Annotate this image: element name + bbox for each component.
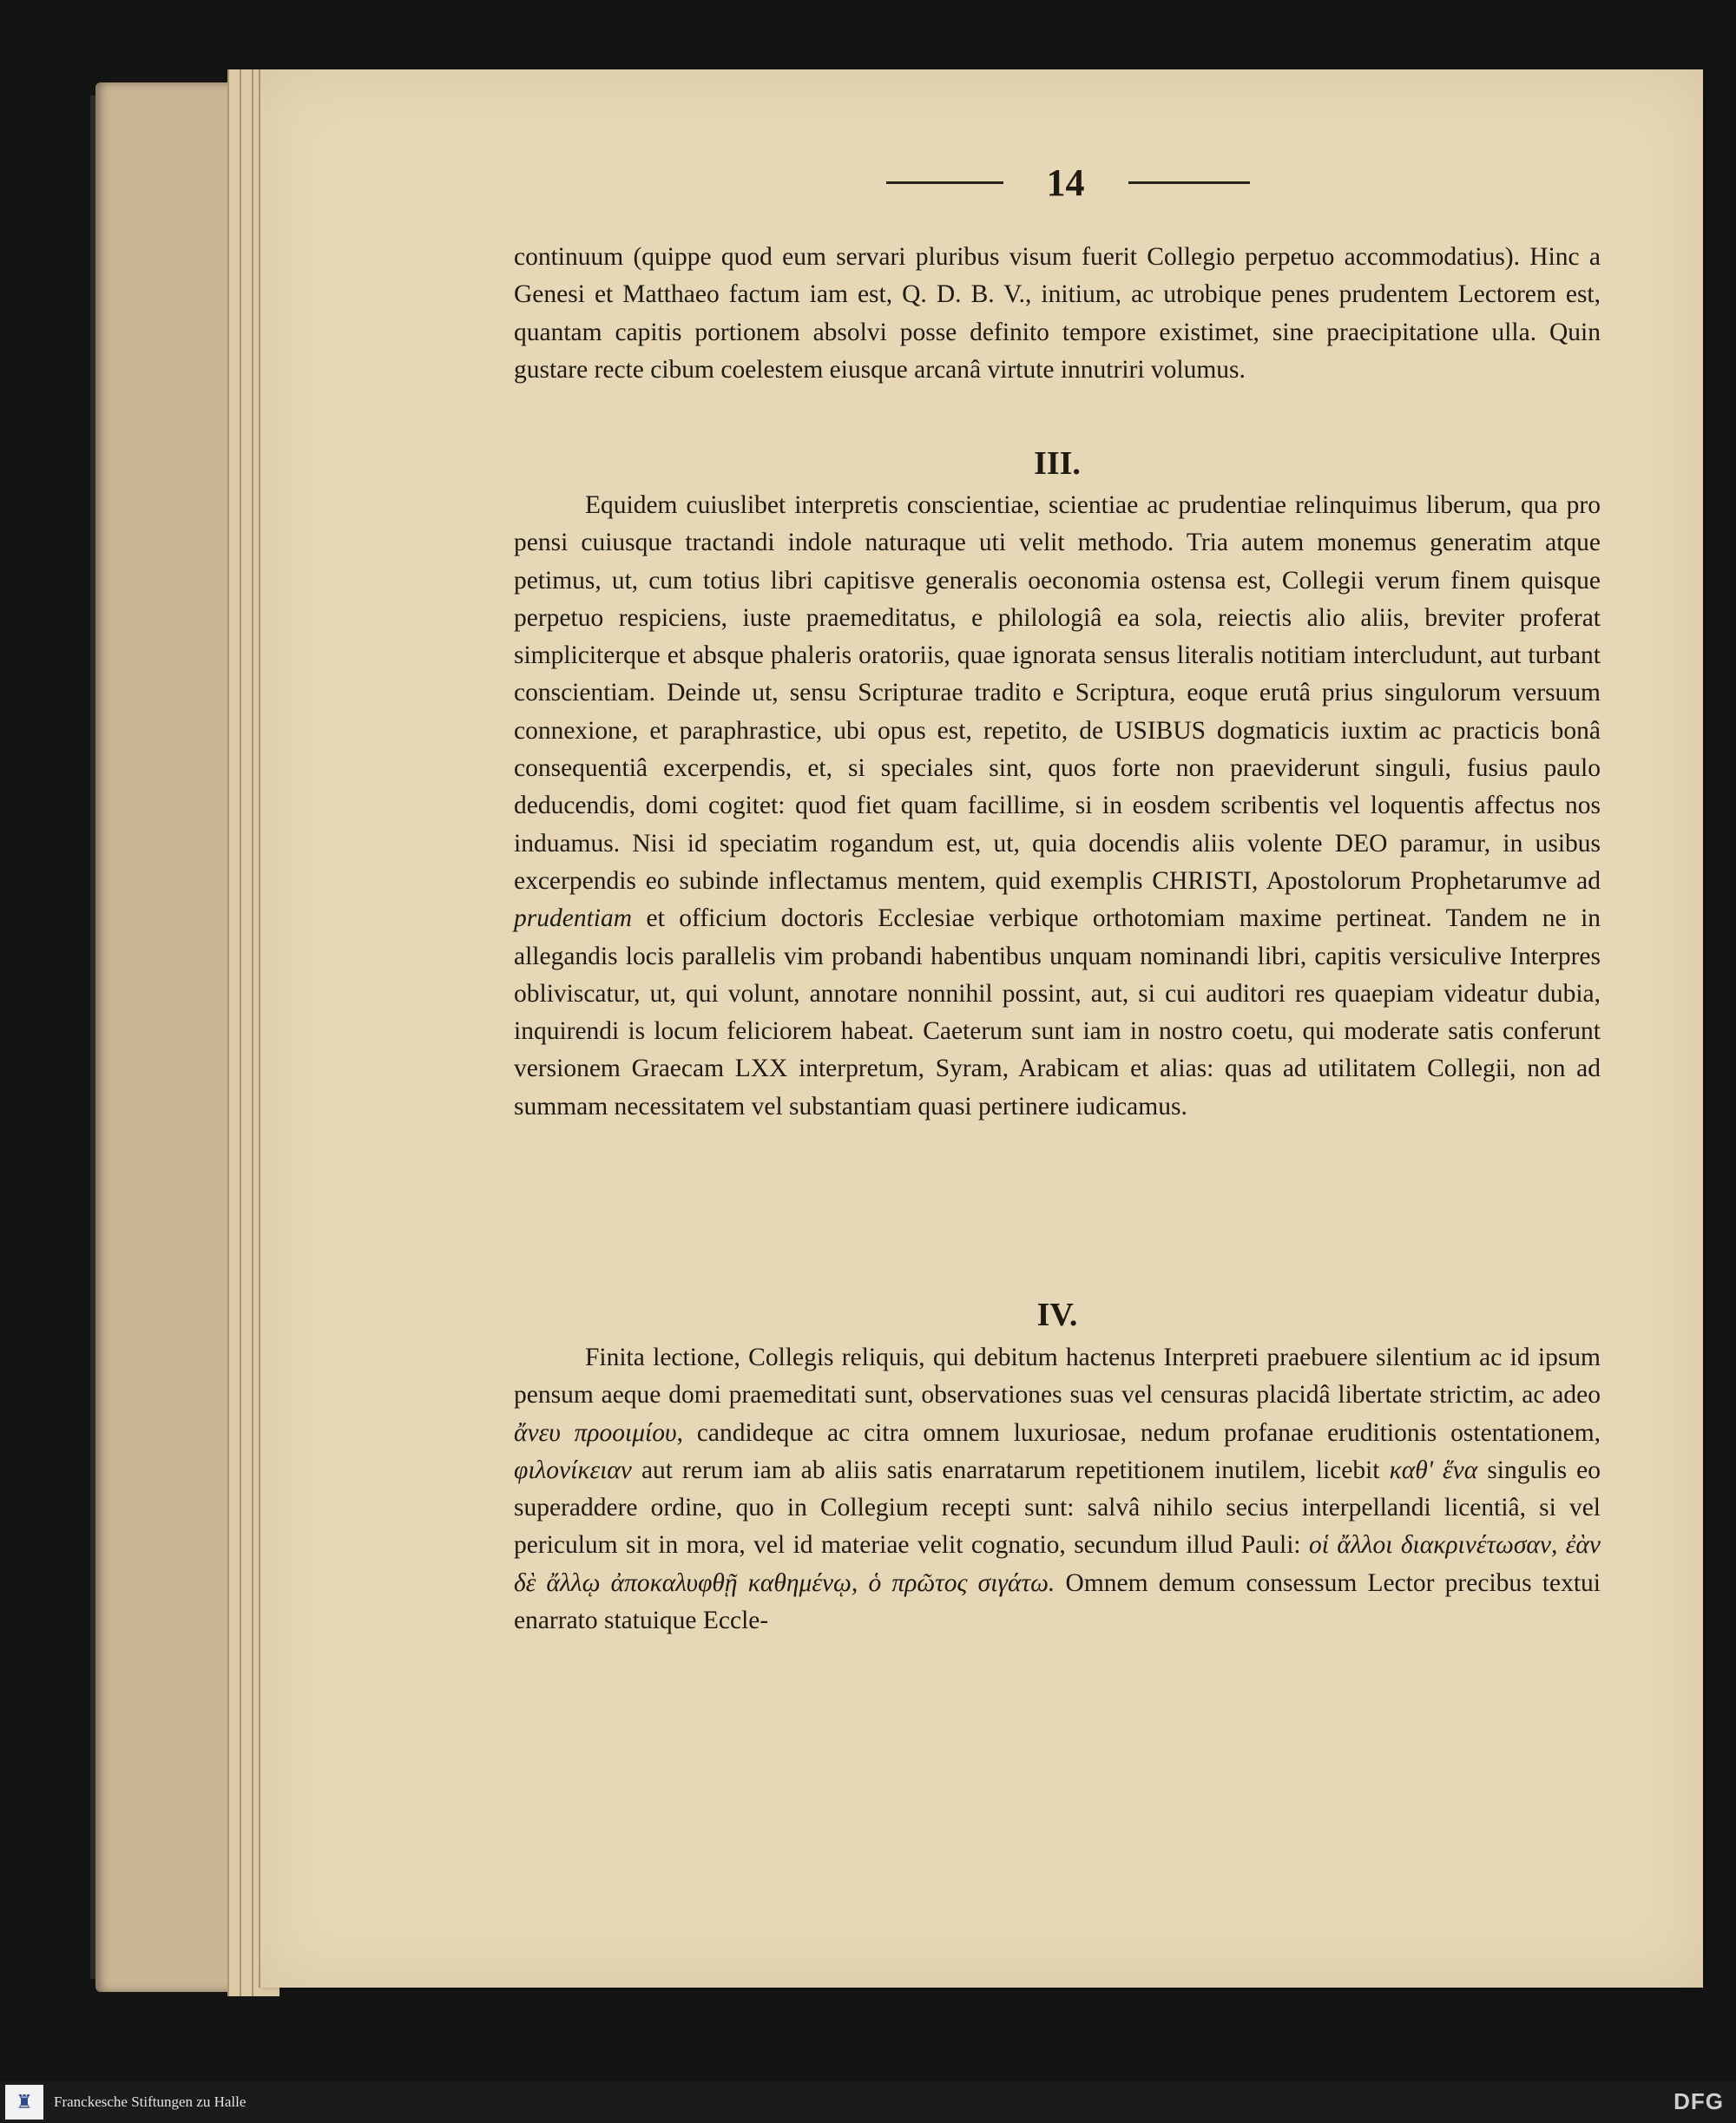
header-rule-right (1128, 181, 1250, 184)
paragraph-text: Omnem demum consessum Lector precibus textui enarrato statuique Eccle- (514, 1568, 1601, 1635)
page-header (877, 161, 1259, 204)
greek-phrase: καθ' ἕνα (1389, 1456, 1478, 1484)
paragraph-text: Equidem cuiuslibet interpretis conscientiae, scientiae ac prudentiae relinquimus liberum, qua pro pensi cuiusque tractandi indole naturaque uti velit methodo. Tria autem monemus generatim atque petimus, ut, cum totius libri capitisve generalis oeconomia ostensa est, Collegii verum finem quisque perpetuo respiciens, iuste praemeditatus, e philologiâ ea sola, reiectis alio aliis, breviter proferat simpliciterque et absque phaleris oratoriis, quae ignorata sensus literalis notitiam intercludunt, aut turbant conscientiam. Deinde ut, sensu Scripturae tradito e Scriptura, eoque erutâ prius singulorum versuum connexione, et paraphrastice, ubi opus est, repetito, de USIBUS dogmaticis iuxtim ac practicis bonâ consequentiâ excerpendis, et, si speciales sint, quos forte non praeviderunt singuli, fusius paulo deducendis, domi cogitet: quod fiet quam facillime, si in eosdem scribentis vel loquentis affectus nos induamus. Nisi id speciatim rogandum est, ut, quia docendis aliis volente DEO paramur, in usibus excerpendis eo subinde inflectamus mentem, quid exemplis CHRISTI, Apostolorum Prophetarumve ad (514, 491, 1601, 895)
paragraph-text: Finita lectione, Collegis reliquis, qui debitum hactenus Interpreti praebuere silentium ac id ipsum pensum aeque domi praemeditati sunt, observationes suas vel censuras placidâ libertate strictim, ac adeo (514, 1344, 1601, 1410)
viewer-footer (0, 2081, 1736, 2123)
section-heading-iv: IV. (1036, 1297, 1078, 1333)
institution-logo-icon: ♜ (5, 2085, 43, 2120)
greek-phrase: ἄνευ προοιμίου (514, 1418, 677, 1447)
paragraph-continuation: continuum (quippe quod eum servari pluribus visum fuerit Collegio perpetuo accommodatius). Hinc a Genesi et Matthaeo factum iam est, Q. D. B. V., initium, ac utrobique penes prudentem Lectorem est, quantam capitis portionem absolvi posse definito tempore existimet, sine praecipitatione ulla. Quin gustare recte cibum coelestem eiusque arcanâ virtute innutriri volumus. (514, 243, 1601, 384)
paragraph-text: aut rerum iam ab aliis satis enarratarum repetitionem inutilem, licebit (641, 1456, 1380, 1484)
italic-term: prudentiam (514, 904, 633, 933)
greek-phrase: οἱ ἄλλοι διακρινέτωσαν, ἐὰν δὲ ἄλλῳ ἀποκαλυφθῇ καθημένῳ, ὁ πρῶτος σιγάτω. (514, 1531, 1601, 1597)
section-heading-iii: III. (1034, 445, 1081, 482)
header-rule-left (886, 181, 1003, 184)
paragraph-text: singulis eo superaddere ordine, quo in Collegium recepti sunt: salvâ nihilo secius interpellandi licentiâ, si vel periculum sit in mora, vel id materiae velit cognatio, secundum illud Pauli: (514, 1456, 1601, 1560)
paragraph-text: et officium doctoris Ecclesiae verbique orthotomiam maxime pertineat. Tandem ne in allegandis locis parallelis vim probandi habentibus unquam nominandi libri, capitis versiculive Interpres obliviscatur, ut, qui volunt, annotare nonnihil possint, aut, si cui auditori res quaepiam videatur dubia, inquirendi is locum feliciorem habeat. Caeterum sunt iam in nostro coetu, qui moderate satis conferunt versionem Graecam LXX interpretum, Syram, Arabicam et alias: quas ad utilitatem Collegii, non ad summam necessitatem vel substantiam quasi pertinere iudicamus. (514, 904, 1601, 1121)
greek-phrase: φιλονίκειαν (514, 1456, 632, 1484)
page-number: 14 (1046, 161, 1085, 204)
dfg-logo: DFG (1674, 2088, 1724, 2114)
paragraph-section-iv (514, 1339, 1601, 1640)
institution-name: Franckesche Stiftungen zu Halle (54, 2093, 247, 2110)
paragraph-text: , candideque ac citra omnem luxuriosae, nedum profanae eruditionis ostentationem, (676, 1418, 1601, 1447)
paragraph-section-iii (514, 487, 1601, 1126)
